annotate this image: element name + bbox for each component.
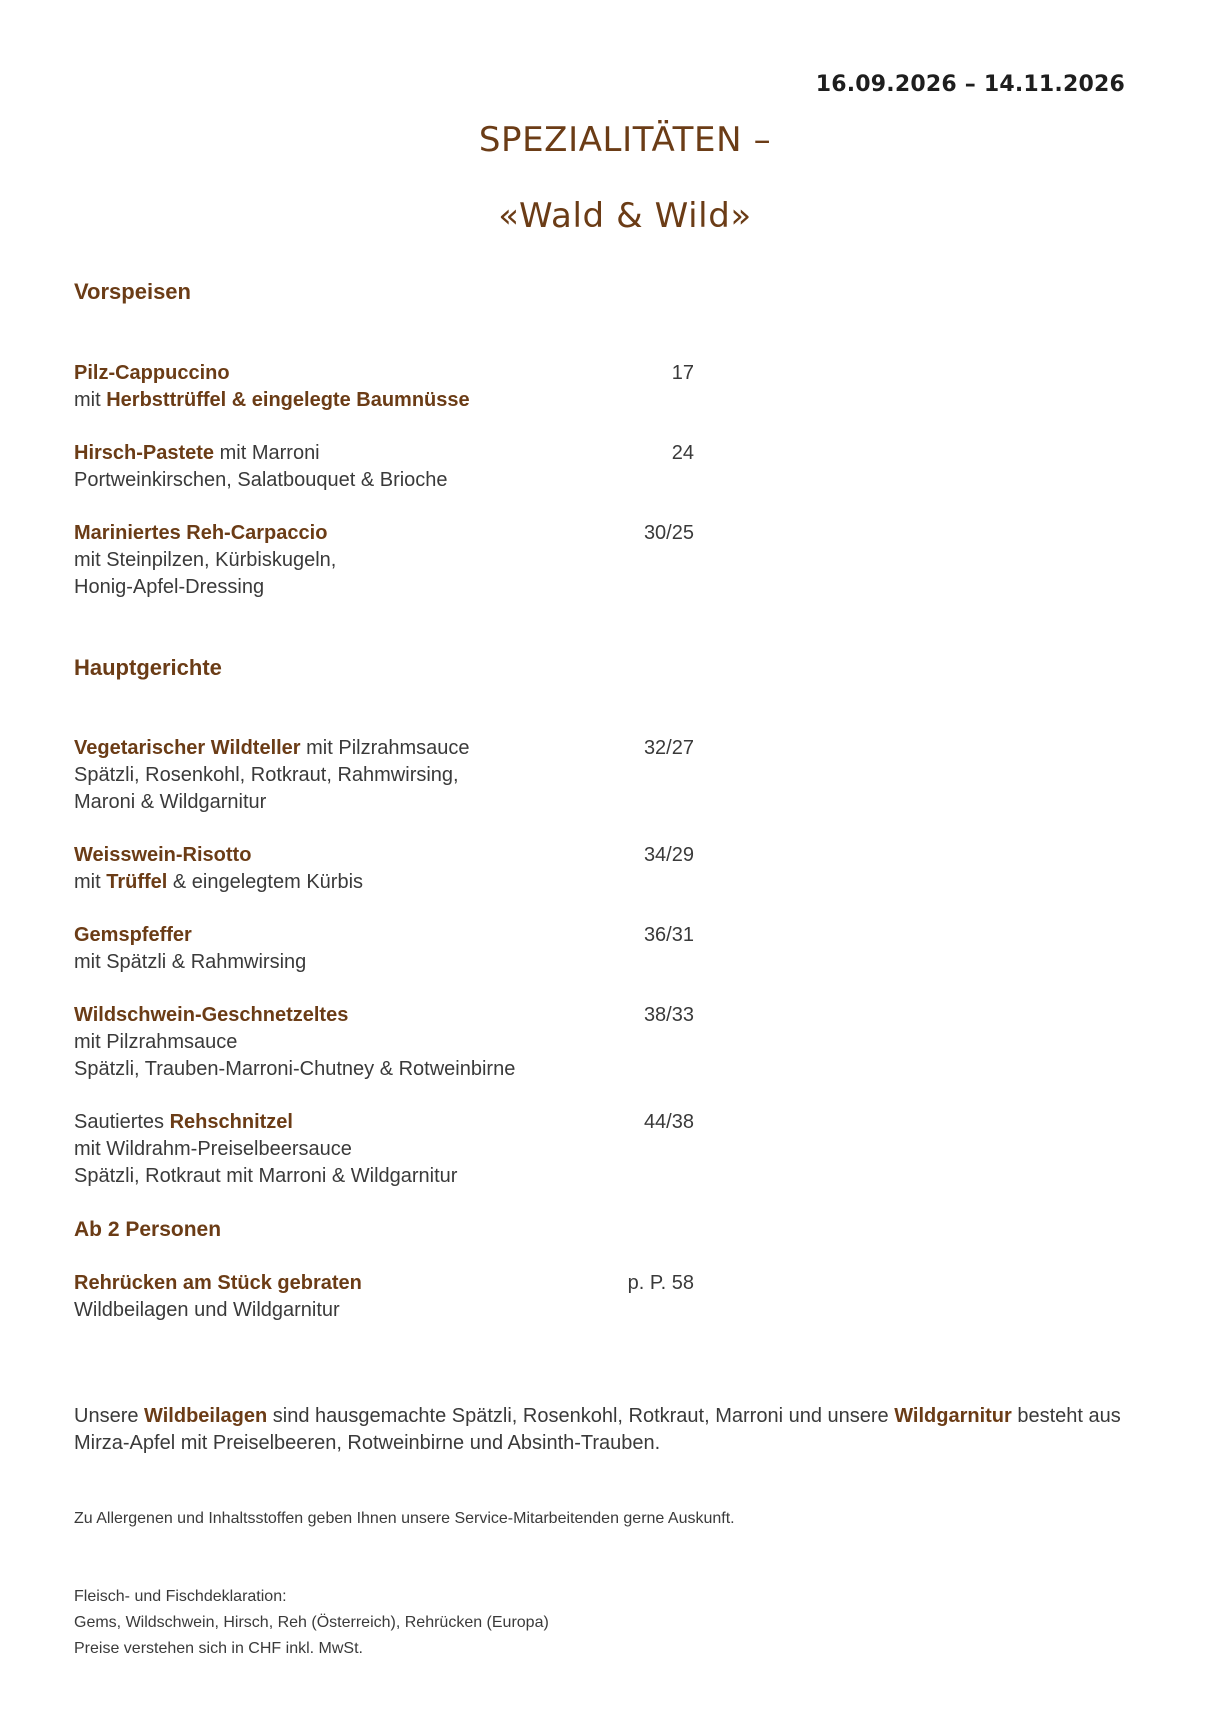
menu-item-reh-carpaccio: [74, 520, 694, 601]
note-highlight-wildbeilagen: Wildbeilagen: [144, 1405, 268, 1427]
item-desc: Spätzli, Rosenkohl, Rotkraut, Rahmwirsing,: [74, 764, 459, 786]
item-name: Rehrücken am Stück gebraten: [74, 1272, 362, 1294]
item-name: Pilz-Cappuccino: [74, 362, 230, 384]
item-name: Wildschwein-Geschnetzeltes: [74, 1004, 349, 1026]
item-name-prefix: Sautiertes: [74, 1111, 170, 1133]
item-name-rest: mit Marroni: [214, 442, 320, 464]
item-desc: mit: [74, 871, 107, 893]
item-desc: mit Pilzrahmsauce: [74, 1031, 238, 1053]
item-desc: Portweinkirschen, Salatbouquet & Brioche: [74, 469, 448, 491]
declaration-origins: Gems, Wildschwein, Hirsch, Reh (Österreich), Rehrücken (Europa): [74, 1614, 549, 1631]
item-name: Mariniertes Reh-Carpaccio: [74, 522, 328, 544]
menu-item-vegetarischer-wildteller: [74, 735, 694, 816]
note-text: besteht aus: [1011, 1405, 1121, 1427]
item-desc: Maroni & Wildgarnitur: [74, 791, 267, 813]
section-vorspeisen: Vorspeisen: [74, 279, 191, 304]
item-price: 30/25: [643, 522, 694, 544]
declaration-heading: Fleisch- und Fischdeklaration:: [74, 1588, 287, 1605]
menu-item-gemspfeffer: [74, 922, 694, 976]
item-name: Weisswein-Risotto: [74, 844, 252, 866]
note-text: Unsere: [74, 1405, 145, 1427]
allergen-note: Zu Allergenen und Inhaltsstoffen geben Ihnen unsere Service-Mitarbeitenden gerne Auskunft.: [74, 1510, 735, 1527]
item-desc: mit Steinpilzen, Kürbiskugeln,: [74, 549, 337, 571]
item-price: 17: [671, 362, 694, 384]
meat-declaration: [74, 1584, 549, 1662]
item-price: p. P. 58: [627, 1272, 694, 1294]
item-name: Gemspfeffer: [74, 924, 192, 946]
menu-subtitle: «Wald & Wild»: [498, 196, 752, 236]
item-price: 38/33: [643, 1004, 694, 1026]
menu-item-pilz-cappuccino: [74, 360, 694, 414]
item-desc: & eingelegtem Kürbis: [167, 871, 364, 893]
item-desc-highlight: Trüffel: [106, 871, 168, 893]
menu-item-wildschwein-geschnetzeltes: [74, 1002, 694, 1083]
item-price: 24: [671, 442, 694, 464]
item-desc: Spätzli, Rotkraut mit Marroni & Wildgarnitur: [74, 1165, 458, 1187]
item-desc: Honig-Apfel-Dressing: [74, 576, 265, 598]
side-dishes-note: [74, 1403, 1154, 1457]
item-name: Rehschnitzel: [169, 1111, 293, 1133]
section-hauptgerichte: Hauptgerichte: [74, 655, 222, 680]
section-ab-2-personen: Ab 2 Personen: [74, 1218, 222, 1241]
item-price: 32/27: [643, 737, 694, 759]
note-text: sind hausgemachte Spätzli, Rosenkohl, Rotkraut, Marroni und unsere: [267, 1405, 895, 1427]
item-desc: Spätzli, Trauben-Marroni-Chutney & Rotweinbirne: [74, 1058, 516, 1080]
item-desc: Wildbeilagen und Wildgarnitur: [74, 1299, 340, 1321]
item-price: 36/31: [643, 924, 694, 946]
item-desc-highlight: Herbsttrüffel & eingelegte Baumnüsse: [106, 389, 470, 411]
menu-item-hirsch-pastete: [74, 440, 694, 494]
item-name-rest: mit Pilzrahmsauce: [300, 737, 470, 759]
price-note: Preise verstehen sich in CHF inkl. MwSt.: [74, 1640, 363, 1657]
date-range: 16.09.2026 – 14.11.2026: [815, 72, 1125, 97]
menu-item-rehschnitzel: [74, 1109, 694, 1190]
menu-item-weisswein-risotto: [74, 842, 694, 896]
menu-item-rehruecken: [74, 1270, 694, 1324]
item-price: 44/38: [643, 1111, 694, 1133]
item-name: Vegetarischer Wildteller: [74, 737, 301, 759]
item-desc: mit: [74, 389, 107, 411]
item-desc: mit Wildrahm-Preiselbeersauce: [74, 1138, 352, 1160]
note-highlight-wildgarnitur: Wildgarnitur: [894, 1405, 1012, 1427]
item-price: 34/29: [643, 844, 694, 866]
note-text: Mirza-Apfel mit Preiselbeeren, Rotweinbirne und Absinth-Trauben.: [74, 1432, 661, 1454]
item-name: Hirsch-Pastete: [74, 442, 215, 464]
item-desc: mit Spätzli & Rahmwirsing: [74, 951, 307, 973]
menu-title: SPEZIALITÄTEN –: [478, 120, 772, 160]
